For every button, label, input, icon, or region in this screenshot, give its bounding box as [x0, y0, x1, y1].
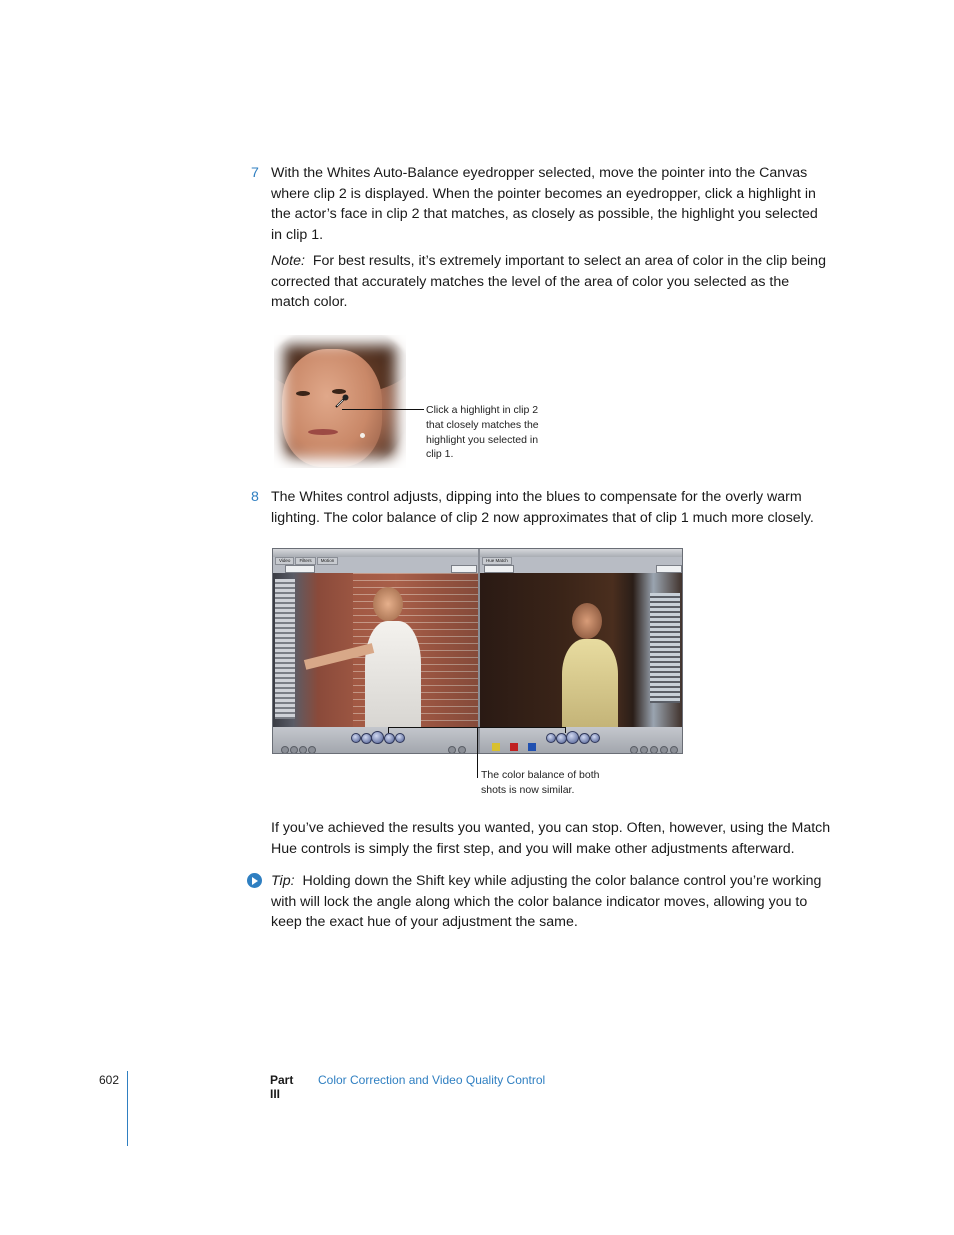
viewer-tabs: [275, 557, 338, 565]
page-number: 602: [99, 1073, 120, 1087]
note-text: For best results, it’s extremely important to select an area of color in the clip being corrected that accurately matches the level of the area of color you selected as the match color.: [271, 253, 826, 310]
footer-divider: [127, 1071, 128, 1146]
prev-edit-button[interactable]: [546, 733, 556, 743]
next-edit-button[interactable]: [395, 733, 405, 743]
face-closeup-image: [274, 335, 406, 468]
canvas-window: [480, 549, 683, 754]
viewer-video-frame: [273, 573, 478, 727]
play-button[interactable]: [371, 731, 384, 744]
timecode-field[interactable]: [484, 565, 514, 573]
step-number: 7: [251, 165, 259, 181]
prev-edit-button[interactable]: [351, 733, 361, 743]
callout-color-balance: The color balance of both shots is now similar.: [481, 769, 600, 796]
tab-motion[interactable]: Motion: [317, 557, 339, 565]
part-title-link[interactable]: Color Correction and Video Quality Control: [318, 1073, 546, 1087]
canvas-controls: [480, 727, 683, 754]
step-number: 8: [251, 489, 259, 505]
viewer-window: [273, 549, 478, 754]
timecode-field[interactable]: [285, 565, 315, 573]
tab-hue-match[interactable]: Hue Match: [482, 557, 512, 565]
next-edit-button[interactable]: [590, 733, 600, 743]
viewer-controls: [273, 727, 478, 754]
canvas-video-frame: [480, 573, 683, 727]
step-text: The Whites control adjusts, dipping into the blues to compensate for the overly warm lighting. The color balance of clip 2 now approximates that of clip 1 much more closely.: [271, 489, 814, 526]
canvas-tabs: [482, 557, 512, 565]
callout-face: Click a highlight in clip 2 that closely matches the highlight you selected in clip 1.: [426, 404, 539, 461]
body-paragraph: If you’ve achieved the results you wanted, you can stop. Often, however, using the Match Hue controls is simply the first step, and you will make other adjustments afterward.: [271, 820, 831, 857]
note: [271, 251, 831, 313]
part-label: Part III: [270, 1073, 294, 1101]
tip-text: Holding down the Shift key while adjusting the color balance control you’re working with will lock the angle along which the color balance indicator moves, allowing you to keep the exact hue of your adjustment the same.: [271, 873, 822, 930]
tab-filters[interactable]: Filters: [295, 557, 315, 565]
play-around-button[interactable]: [384, 733, 395, 744]
step-text: With the Whites Auto-Balance eyedropper selected, move the pointer into the Canvas where clip 2 is displayed. When the pointer becomes an eyedropper, click a highlight in the actor’s face in clip 2 that matches, as closely as possible, the highlight you selected in clip 1.: [271, 165, 818, 243]
play-around-button[interactable]: [579, 733, 590, 744]
timecode-field[interactable]: [656, 565, 682, 573]
tip-arrow-icon: [247, 873, 262, 888]
play-button[interactable]: [566, 731, 579, 744]
timecode-field[interactable]: [451, 565, 477, 573]
callout-leader-line: [477, 727, 478, 778]
tip-label: Tip:: [271, 873, 295, 889]
note-label: Note:: [271, 253, 305, 269]
viewer-canvas-screenshot: [272, 548, 683, 754]
tab-video[interactable]: Video: [275, 557, 294, 565]
callout-leader-line: [342, 409, 424, 410]
